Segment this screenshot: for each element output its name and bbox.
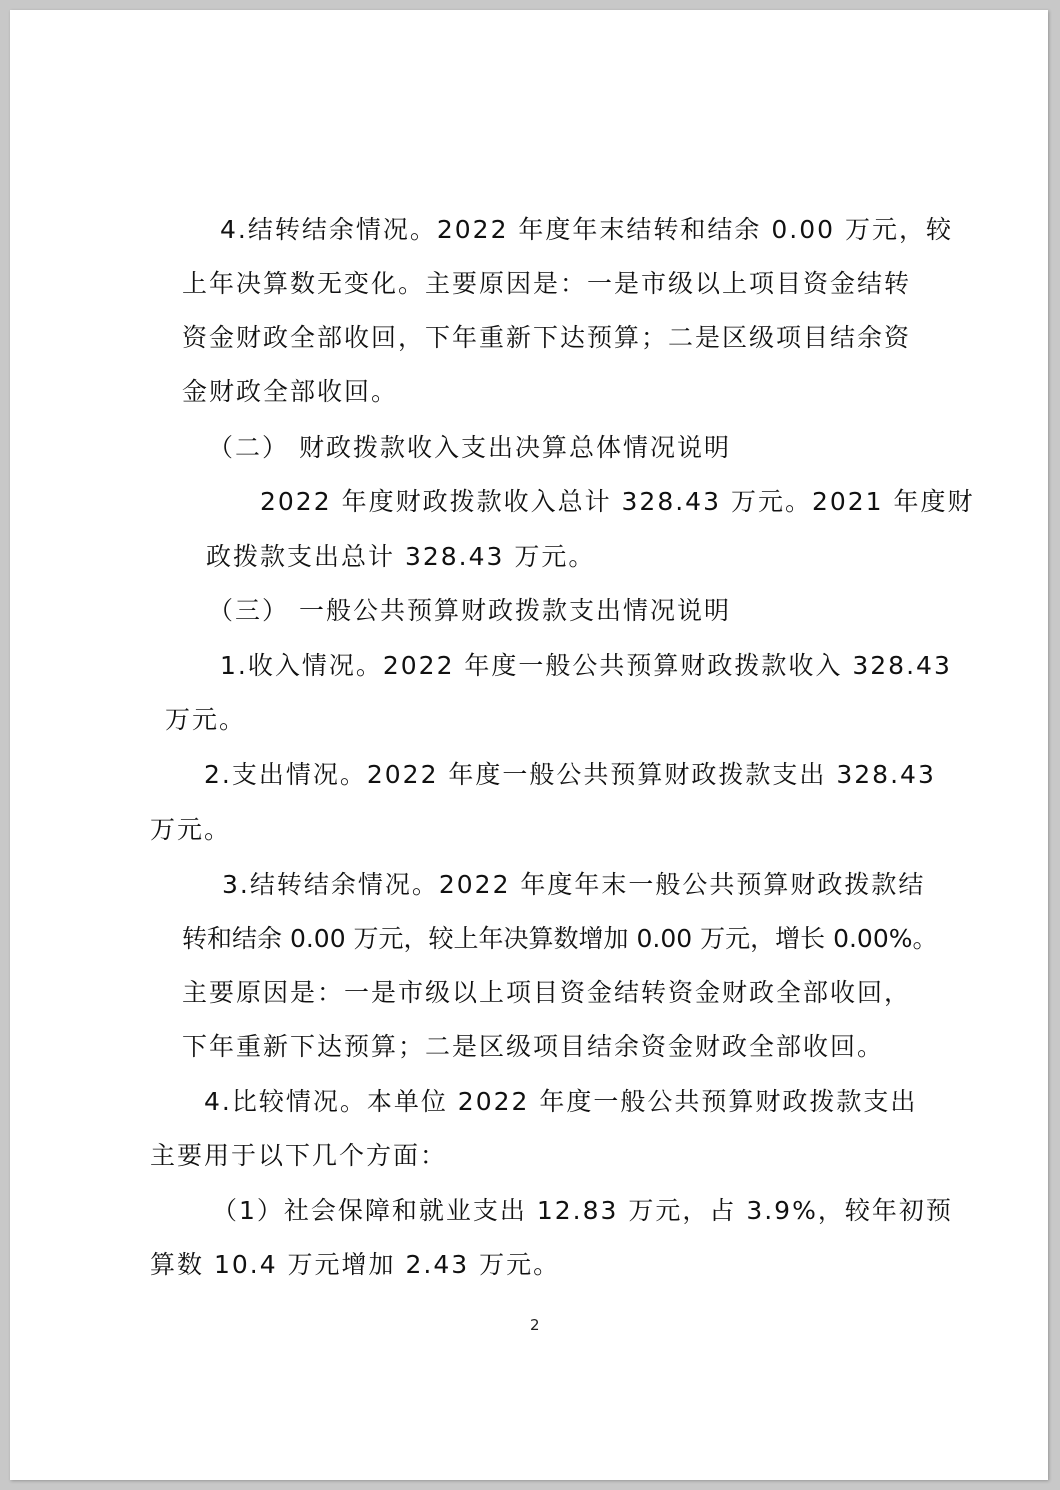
text-line: 万元。 (150, 815, 232, 844)
text-line: 2022 年度财政拨款收入总计 328.43 万元。2021 年度财 (260, 487, 975, 516)
text-line: 2.支出情况。2022 年度一般公共预算财政拨款支出 328.43 (204, 760, 936, 789)
text-line: 上年决算数无变化。主要原因是：一是市级以上项目资金结转 (182, 269, 912, 298)
text-line: 算数 10.4 万元增加 2.43 万元。 (150, 1250, 561, 1279)
text-line: 4.结转结余情况。2022 年度年末结转和结余 0.00 万元，较 (220, 215, 953, 244)
section-heading: （三） 一般公共预算财政拨款支出情况说明 (208, 596, 731, 625)
text-line: 1.收入情况。2022 年度一般公共预算财政拨款收入 328.43 (220, 651, 952, 680)
page-number: 2 (530, 1316, 540, 1334)
text-line: 政拨款支出总计 328.43 万元。 (206, 542, 596, 571)
text-line: （1）社会保障和就业支出 12.83 万元，占 3.9%，较年初预 (212, 1196, 953, 1225)
text-line: 3.结转结余情况。2022 年度年末一般公共预算财政拨款结 (222, 870, 926, 899)
text-line: 主要原因是：一是市级以上项目资金结转资金财政全部收回， (182, 978, 912, 1007)
document-page (10, 10, 1048, 1480)
text-line: 主要用于以下几个方面： (150, 1141, 448, 1170)
text-line: 金财政全部收回。 (182, 377, 399, 406)
section-heading: （二） 财政拨款收入支出决算总体情况说明 (208, 433, 731, 462)
text-line: 资金财政全部收回，下年重新下达预算；二是区级项目结余资 (182, 323, 912, 352)
text-line: 4.比较情况。本单位 2022 年度一般公共预算财政拨款支出 (204, 1087, 918, 1116)
text-line: 转和结余 0.00 万元，较上年决算数增加 0.00 万元，增长 0.00%。 (182, 924, 938, 953)
text-line: 万元。 (165, 705, 247, 734)
text-line: 下年重新下达预算；二是区级项目结余资金财政全部收回。 (182, 1032, 885, 1061)
